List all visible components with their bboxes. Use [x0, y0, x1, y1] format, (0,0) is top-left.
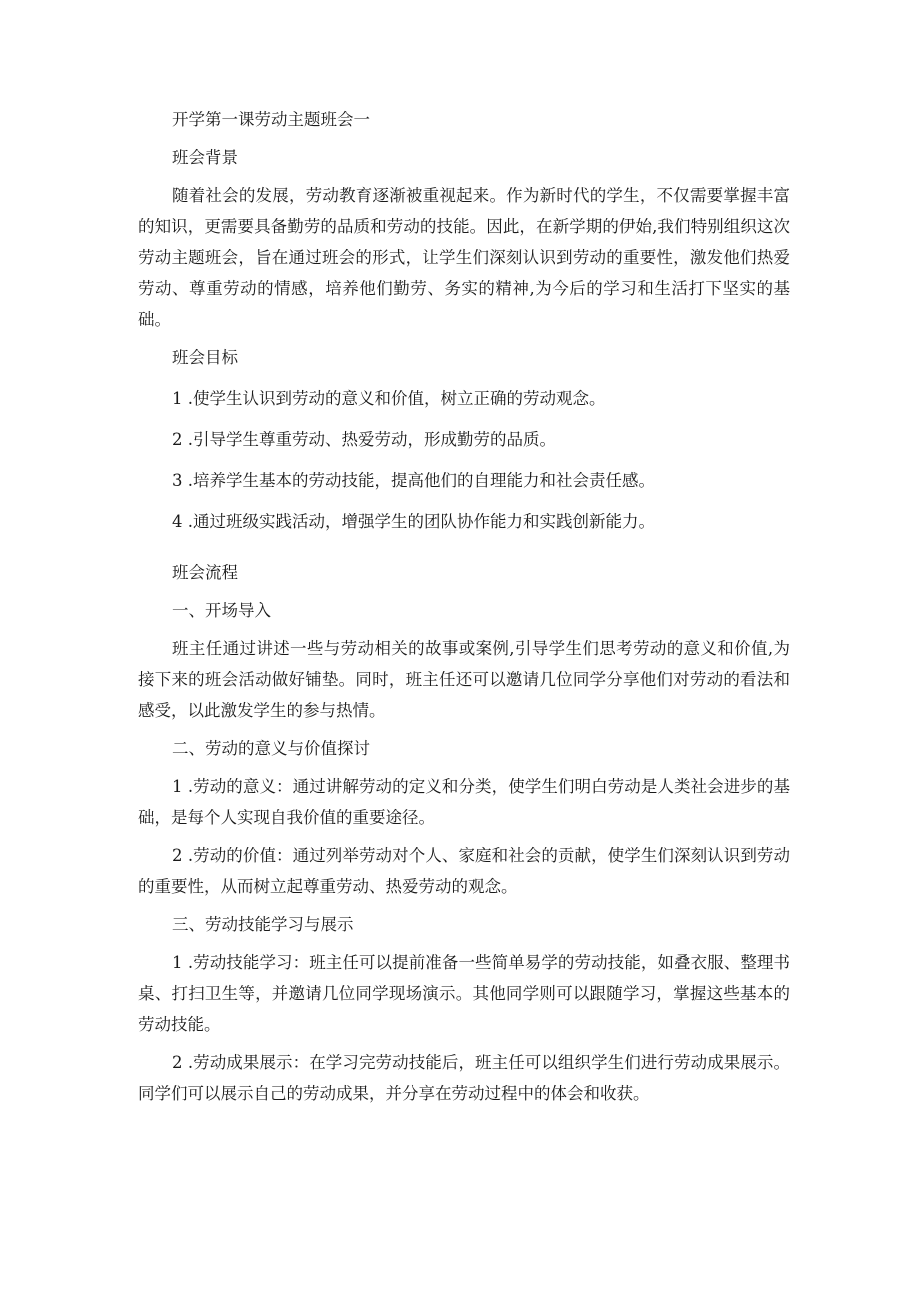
goal-item: 1 .使学生认识到劳动的意义和价值，树立正确的劳动观念。 — [172, 389, 606, 408]
goal-item: 3 .培养学生基本的劳动技能，提高他们的自理能力和社会责任感。 — [172, 471, 655, 490]
goal-item: 2 .引导学生尊重劳动、热爱劳动，形成勤劳的品质。 — [172, 430, 556, 449]
section3-heading: 三、劳动技能学习与展示 — [172, 915, 354, 934]
document-title: 开学第一课劳动主题班会一 — [172, 110, 370, 129]
section1-paragraph: 班主任通过讲述一些与劳动相关的故事或案例,引导学生们思考劳动的意义和价值,为接下来的班会活动做好铺垫。同时，班主任还可以邀请几位同学分享他们对劳动的看法和感受，以此激发学生的参与热情。 — [138, 639, 790, 720]
document-body — [138, 104, 790, 1116]
goals-heading: 班会目标 — [172, 348, 238, 367]
section2-item: 1 .劳动的意义：通过讲解劳动的定义和分类，使学生们明白劳动是人类社会进步的基础，是每个人实现自我价值的重要途径。 — [138, 777, 790, 827]
section2-item: 2 .劳动的价值：通过列举劳动对个人、家庭和社会的贡献，使学生们深刻认识到劳动的重要性，从而树立起尊重劳动、热爱劳动的观念。 — [138, 846, 790, 896]
background-heading: 班会背景 — [172, 148, 238, 167]
process-heading: 班会流程 — [172, 563, 238, 582]
section1-heading: 一、开场导入 — [172, 601, 271, 620]
goal-item: 4 .通过班级实践活动，增强学生的团队协作能力和实践创新能力。 — [172, 512, 655, 531]
section3-item: 2 .劳动成果展示：在学习完劳动技能后，班主任可以组织学生们进行劳动成果展示。同学们可以展示自己的劳动成果，并分享在劳动过程中的体会和收获。 — [138, 1053, 790, 1103]
background-paragraph: 随着社会的发展，劳动教育逐渐被重视起来。作为新时代的学生，不仅需要掌握丰富的知识，更需要具备勤劳的品质和劳动的技能。因此，在新学期的伊始,我们特别组织这次劳动主题班会，旨在通过班会的形式，让学生们深刻认识到劳动的重要性，激发他们热爱劳动、尊重劳动的情感，培养他们勤劳、务实的精神,为今后的学习和生活打下坚实的基础。 — [138, 186, 790, 329]
section3-item: 1 .劳动技能学习：班主任可以提前准备一些简单易学的劳动技能，如叠衣服、整理书桌、打扫卫生等，并邀请几位同学现场演示。其他同学则可以跟随学习，掌握这些基本的劳动技能。 — [138, 953, 790, 1034]
section2-heading: 二、劳动的意义与价值探讨 — [172, 739, 370, 758]
